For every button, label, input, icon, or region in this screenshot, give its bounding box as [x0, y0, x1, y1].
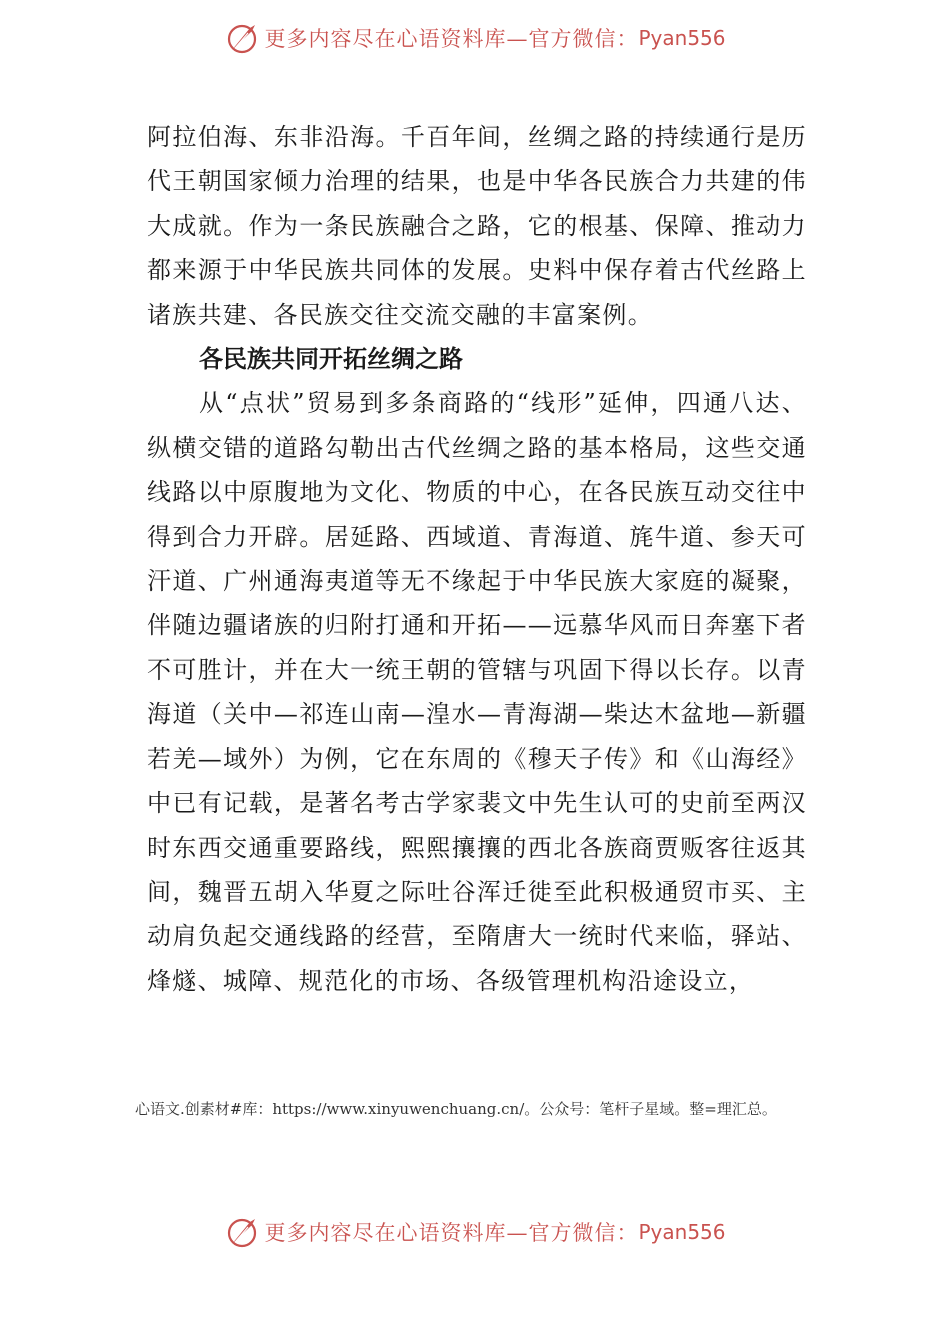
section-heading: 各民族共同开拓丝绸之路 [199, 345, 463, 374]
article-body [147, 115, 807, 1003]
quill-pen-icon [224, 1214, 260, 1250]
watermark-text: 更多内容尽在心语资料库—官方微信： [264, 1221, 639, 1245]
paragraph-1: 阿拉伯海、东非沿海。千百年间，丝绸之路的持续通行是历代王朝国家倾力治理的结果，也是中华各民族合力共建的伟大成就。作为一条民族融合之路，它的根基、保障、推动力都来源于中华民族共同体的发展。史料中保存着古代丝路上诸族共建、各民族交往交流交融的丰富案例。 [147, 123, 807, 329]
watermark-text: 更多内容尽在心语资料库—官方微信： [264, 27, 639, 51]
paragraph-2: 从“点状”贸易到多条商路的“线形”延伸，四通八达、纵横交错的道路勾勒出古代丝绸之路的基本格局，这些交通线路以中原腹地为文化、物质的中心，在各民族互动交往中得到合力开辟。居延路、西域道、青海道、旄牛道、参天可汗道、广州通海夷道等无不缘起于中华民族大家庭的凝聚，伴随边疆诸族的归附打通和开拓——远慕华风而日奔塞下者不可胜计，并在大一统王朝的管辖与巩固下得以长存。以青海道（关中—祁连山南—湟水—青海湖—柴达木盆地—新疆若羌—域外）为例，它在东周的《穆天子传》和《山海经》中已有记载，是著名考古学家裴文中先生认可的史前至两汉时东西交通重要路线，熙熙攘攘的西北各族商贾贩客往返其间，魏晋五胡入华夏之际吐谷浑迁徙至此积极通贸市买、主动肩负起交通线路的经营，至隋唐大一统时代来临，驿站、烽燧、城障、规范化的市场、各级管理机构沿途设立， [147, 389, 807, 995]
watermark-id: Pyan556 [638, 1220, 726, 1244]
footer-note: 心语文.创素材#库：https://www.xinyuwenchuang.cn/。公众号：笔杆子星域。整=理汇总。 [135, 1100, 777, 1118]
watermark-id: Pyan556 [638, 26, 726, 50]
header-watermark [0, 18, 950, 58]
quill-pen-icon [224, 20, 260, 56]
footer-watermark [0, 1212, 950, 1252]
